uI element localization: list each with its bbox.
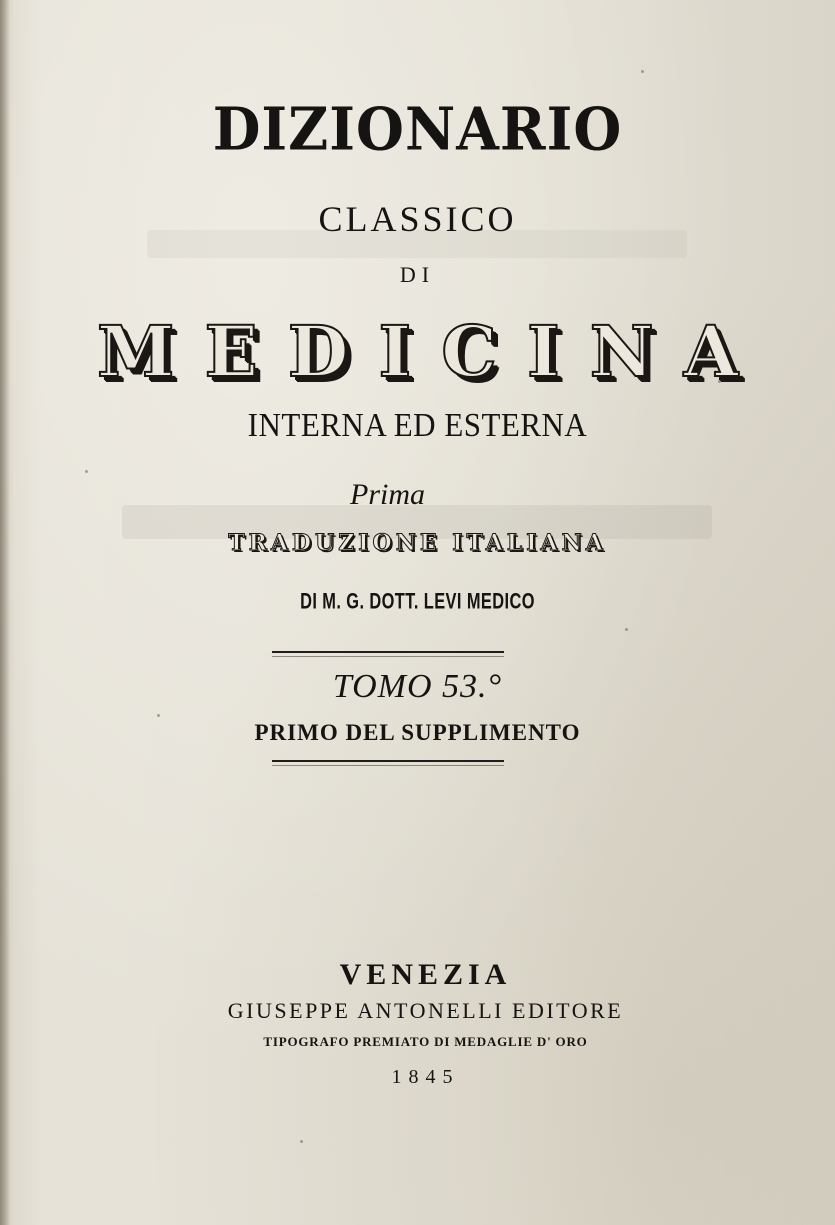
subtitle-di: DI [399, 262, 436, 287]
volume-number: TOMO 53.° [332, 668, 503, 705]
imprint-publisher: GIUSEPPE ANTONELLI EDITORE [227, 998, 624, 1023]
paper-fleck [85, 470, 88, 473]
divider-rule-top [272, 651, 504, 656]
imprint-printer-note: TIPOGRAFO PREMIATO DI MEDAGLIE D' ORO [263, 1034, 588, 1049]
imprint-city: VENEZIA [339, 958, 512, 991]
scope-line: INTERNA ED ESTERNA [247, 405, 588, 444]
imprint-year: 1845 [391, 1066, 460, 1088]
translation-line: TRADUZIONE ITALIANA [228, 530, 607, 556]
paper-fleck [718, 380, 721, 383]
edition-word: Prima [350, 478, 425, 511]
volume-note: PRIMO DEL SUPPLIMENTO [254, 720, 581, 745]
paper-fleck [641, 70, 644, 73]
paper-fleck [300, 1140, 303, 1143]
divider-rule-bottom [272, 760, 504, 765]
paper-fleck [157, 714, 160, 717]
translator-line: DI M. G. DOTT. LEVI MEDICO [300, 589, 535, 615]
subtitle-classico: CLASSICO [318, 199, 517, 239]
paper-fleck [625, 628, 628, 631]
main-title: DIZIONARIO [212, 93, 623, 164]
subject-title: MEDICINA [96, 310, 769, 393]
